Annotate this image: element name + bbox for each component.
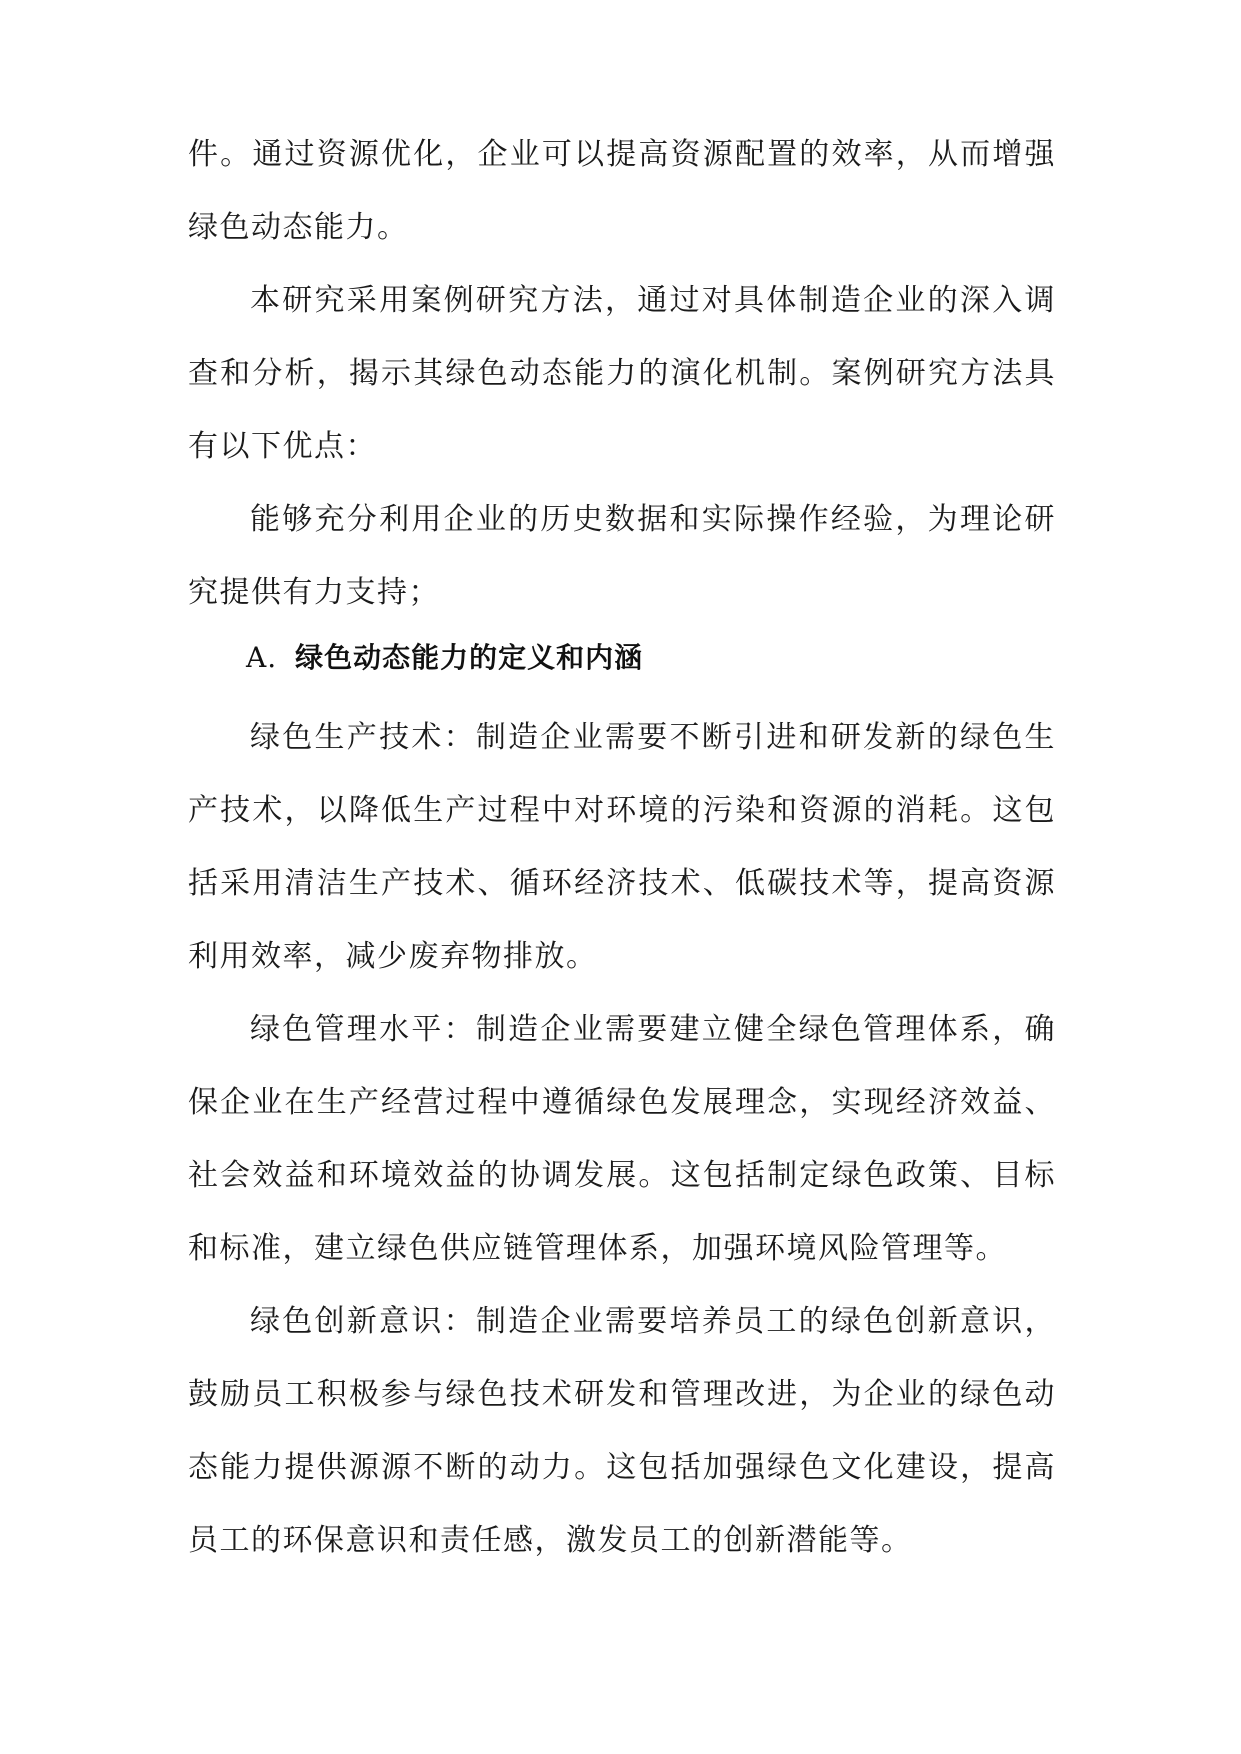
paragraph-continuation: 件。通过资源优化，企业可以提高资源配置的效率，从而增强绿色动态能力。 — [188, 137, 1056, 245]
section-heading — [246, 628, 643, 688]
paragraph-green-innovation: 绿色创新意识：制造企业需要培养员工的绿色创新意识，鼓励员工积极参与绿色技术研发和管理改进，为企业的绿色动态能力提供源源不断的动力。这包括加强绿色文化建设，提高员工的环保意识和责任感，激发员工的创新潜能等。 — [188, 1304, 1056, 1558]
body-text-upper — [188, 118, 1056, 629]
section-number: A. — [246, 641, 278, 674]
body-text-lower — [188, 701, 1056, 1577]
paragraph-method: 本研究采用案例研究方法，通过对具体制造企业的深入调查和分析，揭示其绿色动态能力的演化机制。案例研究方法具有以下优点： — [188, 283, 1056, 464]
section-title: 绿色动态能力的定义和内涵 — [295, 641, 644, 674]
paragraph-green-production: 绿色生产技术：制造企业需要不断引进和研发新的绿色生产技术，以降低生产过程中对环境的污染和资源的消耗。这包括采用清洁生产技术、循环经济技术、低碳技术等，提高资源利用效率，减少废弃物排放。 — [188, 720, 1056, 974]
paragraph-advantage: 能够充分利用企业的历史数据和实际操作经验，为理论研究提供有力支持； — [188, 502, 1056, 610]
paragraph-green-management: 绿色管理水平：制造企业需要建立健全绿色管理体系，确保企业在生产经营过程中遵循绿色发展理念，实现经济效益、社会效益和环境效益的协调发展。这包括制定绿色政策、目标和标准，建立绿色供应链管理体系，加强环境风险管理等。 — [188, 1012, 1056, 1266]
